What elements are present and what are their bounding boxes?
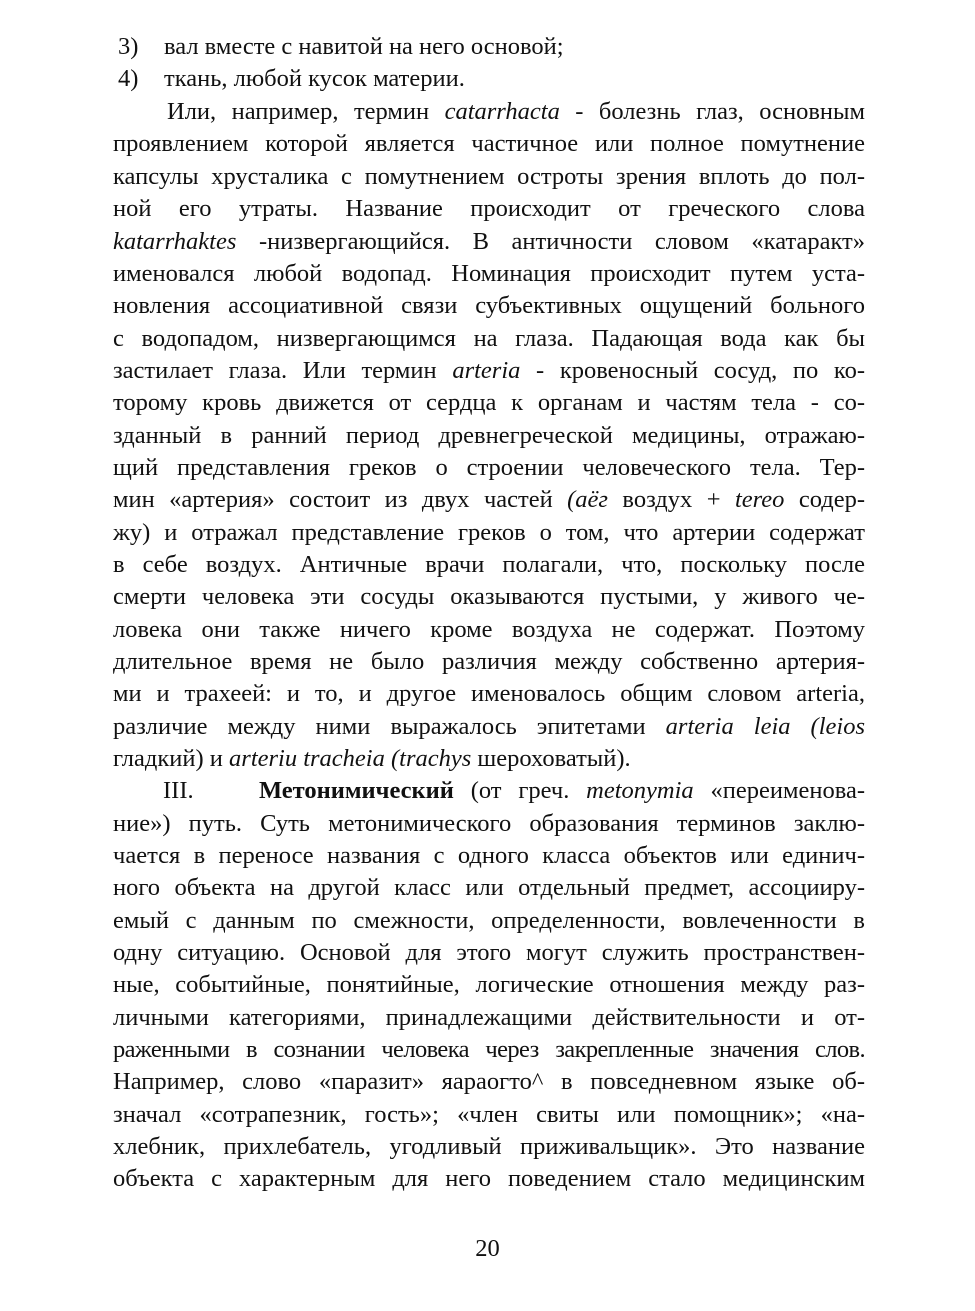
text-run: Или, например, термин [167, 98, 445, 125]
text-run: шероховатый). [471, 745, 631, 772]
paragraph-line: объекта с характерным для него поведением стало медицинским [113, 1165, 865, 1192]
latin-term: (аёг [567, 486, 608, 513]
paragraph-line: торому кровь движется от сердца к органам и частям тела - со- [113, 389, 865, 416]
section-numeral: III. [163, 777, 194, 804]
text-run: «переименова- [693, 777, 865, 804]
text-run: различие между ними выражалось эпитетами [113, 713, 666, 740]
paragraph-line: ной его утраты. Название происходит от греческого слова [113, 195, 865, 222]
paragraph-line: новления ассоциативной связи субъективных ощущений больного [113, 292, 865, 319]
latin-term: arteria [452, 357, 521, 384]
paragraph-line: именовался любой водопад. Номинация происходит путем уста- [113, 260, 865, 287]
paragraph-line: чается в переносе названия с одного класса объектов или единич- [113, 842, 865, 869]
paragraph-line: значал «сотрапезник, гость»; «член свиты или помощник»; «на- [113, 1101, 865, 1128]
paragraph-line: личными категориями, принадлежащими действительности и от- [113, 1004, 865, 1031]
paragraph-line: смерти человека эти сосуды оказываются пустыми, у живого че- [113, 583, 865, 610]
text-run: мин «артерия» состоит из двух частей [113, 486, 568, 513]
text-run: - болезнь глаз, основным [559, 98, 865, 125]
paragraph-line: одну ситуацию. Основой для этого могут служить пространствен- [113, 939, 865, 966]
paragraph-line: хлебник, прихлебатель, угодливый приживальщик». Это название [113, 1133, 865, 1160]
paragraph-line: раженными в сознании человека через закрепленные значения слов. [113, 1036, 865, 1063]
paragraph-line: зданный в ранний период древнегреческой медицины, отражаю- [113, 422, 865, 449]
paragraph-line: ние») путь. Суть метонимического образования терминов заклю- [113, 810, 865, 837]
latin-term: tereo [734, 486, 785, 513]
latin-term: arteria leia (leios [665, 713, 865, 740]
text-run: застилает глаза. Или термин [113, 357, 453, 384]
text-run: - кровеносный сосуд, по ко- [520, 357, 865, 384]
paragraph-line [113, 355, 865, 387]
paragraph-line: жу) и отражал представление греков о том, что артерии содержат [113, 519, 865, 546]
list-item-number: 3) [118, 33, 139, 60]
paragraph-line [113, 743, 865, 775]
latin-term: metonymia [586, 777, 694, 804]
latin-term: arteriu tracheia (trachys [229, 745, 472, 772]
list-item-number: 4) [118, 65, 139, 92]
page-number: 20 [475, 1235, 500, 1262]
paragraph-line [113, 226, 865, 258]
paragraph-line: ловека они также ничего кроме воздуха не содержат. Поэтому [113, 616, 865, 643]
list-item-text: ткань, любой кусок материи. [164, 65, 465, 92]
text-run: гладкий) и [113, 745, 230, 772]
text-run: содер- [784, 486, 865, 513]
paragraph-line: в себе воздух. Античные врачи полагали, что, поскольку после [113, 551, 865, 578]
paragraph-line: с водопадом, низвергающимся на глаза. Падающая вода как бы [113, 325, 865, 352]
text-run: (от греч. [453, 777, 587, 804]
text-run: -низвергающийся. В античности словом «катаракт» [236, 228, 865, 255]
paragraph-line: щий представления греков о строении человеческого тела. Тер- [113, 454, 865, 481]
paragraph-line: капсулы хрусталика с помутнением остроты зрения вплоть до пол- [113, 163, 865, 190]
paragraph-line: емый с данным по смежности, определенности, вовлеченности в [113, 907, 865, 934]
paragraph-line: длительное время не было различия между собственно артерия- [113, 648, 865, 675]
paragraph-line: Например, слово «паразит» яараогто^ в повседневном языке об- [113, 1068, 865, 1095]
paragraph-line: ные, событийные, понятийные, логические отношения между раз- [113, 971, 865, 998]
list-item [118, 63, 870, 95]
paragraph-line [113, 711, 865, 743]
text-run: воздух + [607, 486, 735, 513]
list-item-text: вал вместе с навитой на него основой; [164, 33, 564, 60]
section-heading-line [259, 775, 865, 807]
paragraph-line [113, 484, 865, 516]
paragraph-line [167, 96, 865, 128]
latin-term: katarrhaktes [113, 228, 237, 255]
paragraph-line: ного объекта на другой класс или отдельный предмет, ассоцииру- [113, 874, 865, 901]
paragraph-line: ми и трахеей: и то, и другое именовалось общим словом arteria, [113, 680, 865, 707]
latin-term: catarrhacta [444, 98, 560, 125]
section-heading: Метонимический [259, 777, 454, 804]
paragraph-line: проявлением которой является частичное или полное помутнение [113, 130, 865, 157]
list-item [118, 31, 870, 63]
